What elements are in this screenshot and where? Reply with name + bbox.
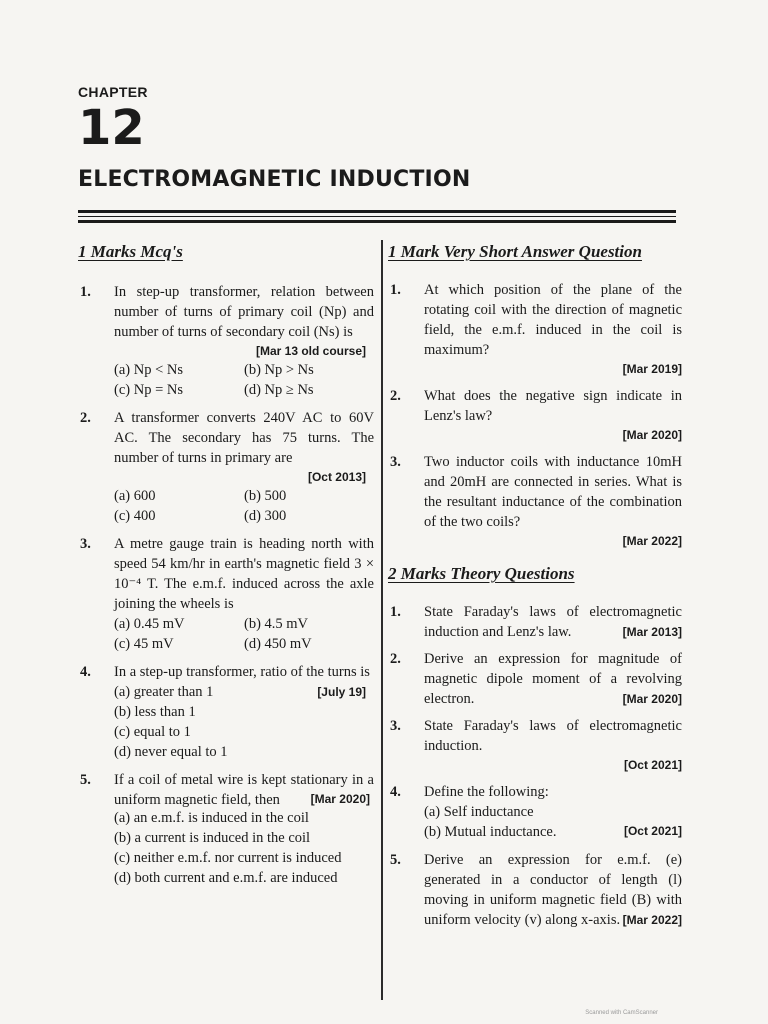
exam-tag: [Mar 2020] bbox=[310, 792, 370, 806]
question-text: Define the following: bbox=[424, 784, 549, 800]
exam-tag: [Mar 2022] bbox=[622, 534, 682, 548]
option: (c) neither e.m.f. nor current is induced bbox=[114, 850, 342, 866]
question-number: 5. bbox=[390, 852, 401, 868]
question-number: 1. bbox=[390, 282, 401, 298]
question-text: What does the negative sign indicate in Lenz's law? bbox=[424, 388, 682, 424]
mcq-question bbox=[78, 662, 374, 762]
options-list bbox=[114, 808, 374, 888]
chapter-title: ELECTROMAGNETIC INDUCTION bbox=[78, 167, 471, 192]
column-divider bbox=[381, 240, 383, 1000]
theory-question bbox=[388, 649, 682, 708]
exam-tag: [Mar 2020] bbox=[622, 692, 682, 706]
option: (d) both current and e.m.f. are induced bbox=[114, 870, 338, 886]
option: (d) 300 bbox=[244, 508, 287, 524]
option: (c) 400 bbox=[114, 508, 156, 524]
right-column bbox=[388, 238, 682, 937]
title-rule-top bbox=[78, 210, 676, 213]
option: (b) less than 1 bbox=[114, 704, 196, 720]
option: (a) greater than 1 bbox=[114, 684, 214, 700]
sub-item: (a) Self inductance bbox=[424, 804, 534, 820]
short-question bbox=[388, 386, 682, 444]
option: (b) Np > Ns bbox=[244, 362, 314, 378]
section-title-mcq: 1 Marks Mcq's bbox=[78, 242, 183, 261]
question-text: At which position of the plane of the rotating coil with the direction of magnetic field, the e.m.f. induced in the coil is maximum? bbox=[424, 282, 682, 358]
question-number: 5. bbox=[80, 772, 91, 788]
options-grid bbox=[114, 360, 374, 400]
question-number: 4. bbox=[80, 664, 91, 680]
option: (a) Np < Ns bbox=[114, 362, 183, 378]
option: (d) 450 mV bbox=[244, 636, 312, 652]
exam-tag: [Oct 2021] bbox=[623, 758, 682, 772]
theory-question bbox=[388, 782, 682, 842]
section-title-theory: 2 Marks Theory Questions bbox=[388, 564, 575, 583]
exam-tag: [Mar 13 old course] bbox=[255, 344, 366, 358]
exam-tag: [Mar 2022] bbox=[622, 913, 682, 927]
option: (c) 45 mV bbox=[114, 636, 174, 652]
title-rule-bottom bbox=[78, 220, 676, 223]
question-text: In step-up transformer, relation between number of turns of primary coil (Np) and number of turns of secondary coil (Ns) is bbox=[114, 284, 374, 340]
option: (a) 600 bbox=[114, 488, 156, 504]
exam-tag: [July 19] bbox=[317, 685, 366, 699]
exam-tag: [Mar 2020] bbox=[622, 428, 682, 442]
question-number: 1. bbox=[80, 284, 91, 300]
left-column bbox=[78, 238, 374, 896]
option: (b) 4.5 mV bbox=[244, 616, 309, 632]
short-question bbox=[388, 452, 682, 550]
question-text: Derive an expression for magnitude of magnetic dipole moment of a revolving electron. bbox=[424, 651, 682, 707]
question-number: 2. bbox=[390, 388, 401, 404]
question-text: A metre gauge train is heading north with speed 54 km/hr in earth's magnetic field 3 × 10⁻⁴ T. The e.m.f. induced across the axle joining the wheels is bbox=[114, 536, 374, 612]
option: (c) equal to 1 bbox=[114, 724, 191, 740]
theory-question bbox=[388, 850, 682, 929]
exam-tag: [Mar 2019] bbox=[622, 362, 682, 376]
question-number: 1. bbox=[390, 604, 401, 620]
question-text: State Faraday's laws of electromagnetic induction. bbox=[424, 718, 682, 754]
mcq-question bbox=[78, 408, 374, 526]
sub-item: (b) Mutual inductance. bbox=[424, 824, 557, 840]
question-number: 2. bbox=[390, 651, 401, 667]
options-grid bbox=[114, 486, 374, 526]
option: (b) 500 bbox=[244, 488, 287, 504]
chapter-label: CHAPTER bbox=[78, 84, 148, 100]
option: (a) an e.m.f. is induced in the coil bbox=[114, 810, 309, 826]
question-text: Derive an expression for e.m.f. (e) generated in a conductor of length (l) moving in uniform magnetic field (B) with uniform velocity (v) along x-axis. bbox=[424, 852, 682, 928]
question-line: In a step-up transformer, ratio of the turns is bbox=[114, 664, 370, 680]
question-text: State Faraday's laws of electromagnetic induction and Lenz's law. bbox=[424, 604, 682, 640]
exam-tag: [Oct 2021] bbox=[623, 824, 682, 838]
chapter-number: 12 bbox=[78, 100, 145, 156]
mcq-question bbox=[78, 282, 374, 400]
question-text: A transformer converts 240V AC to 60V AC. The secondary has 75 turns. The number of turns in primary are bbox=[114, 410, 374, 466]
exam-tag: [Oct 2013] bbox=[307, 470, 366, 484]
options-grid bbox=[114, 614, 374, 654]
exam-tag: [Mar 2013] bbox=[622, 625, 682, 639]
mcq-question bbox=[78, 770, 374, 888]
option: (c) Np = Ns bbox=[114, 382, 183, 398]
question-number: 4. bbox=[390, 784, 401, 800]
question-number: 3. bbox=[80, 536, 91, 552]
mcq-question bbox=[78, 534, 374, 654]
section-title-very-short: 1 Mark Very Short Answer Question bbox=[388, 242, 642, 261]
title-rule-middle bbox=[78, 216, 676, 217]
question-text: Two inductor coils with inductance 10mH and 20mH are connected in series. What is the resultant inductance of the combination of the two coils? bbox=[424, 454, 682, 530]
theory-question bbox=[388, 716, 682, 774]
scanner-watermark: Scanned with CamScanner bbox=[585, 1010, 658, 1016]
question-number: 2. bbox=[80, 410, 91, 426]
question-number: 3. bbox=[390, 454, 401, 470]
option: (d) never equal to 1 bbox=[114, 744, 228, 760]
question-text: If a coil of metal wire is kept stationary in a uniform magnetic field, then bbox=[114, 772, 374, 808]
short-question bbox=[388, 280, 682, 378]
option: (b) a current is induced in the coil bbox=[114, 830, 311, 846]
option: (d) Np ≥ Ns bbox=[244, 382, 314, 398]
option: (a) 0.45 mV bbox=[114, 616, 185, 632]
question-number: 3. bbox=[390, 718, 401, 734]
theory-question bbox=[388, 602, 682, 641]
sub-item-row bbox=[424, 822, 682, 842]
